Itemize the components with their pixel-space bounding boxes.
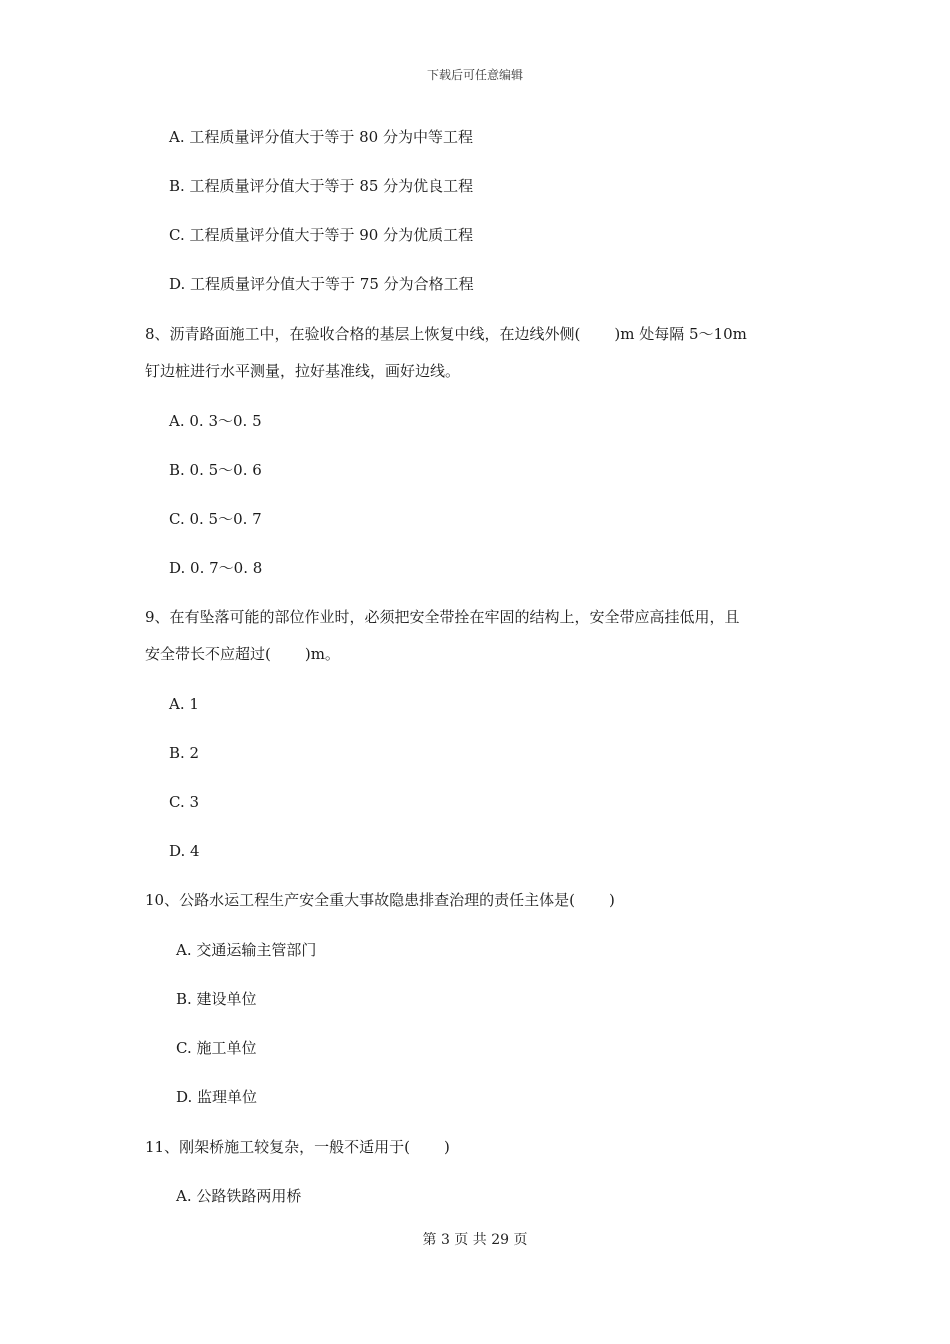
question-8-line-2: 钉边桩进行水平测量，拉好基准线，画好边线。 [145, 362, 461, 380]
option-prev-d: D. 工程质量评分值大于等于 75 分为合格工程 [169, 275, 474, 293]
question-8-line-1 [145, 324, 747, 344]
option-9-a: A. 1 [169, 695, 199, 713]
page-footer: 第 3 页 共 29 页 [422, 1232, 528, 1248]
option-9-d: D. 4 [169, 842, 200, 860]
page-header: 下载后可任意编辑 [426, 68, 523, 82]
question-11-text-pre: 11、刚架桥施工较复杂，一般不适用于( [145, 1138, 410, 1156]
question-9-text-post: )m。 [304, 645, 340, 663]
option-11-a: A. 公路铁路两用桥 [176, 1187, 302, 1205]
question-9-line-2 [145, 644, 340, 664]
option-9-c: C. 3 [169, 793, 200, 811]
question-10-line-1 [145, 890, 615, 910]
option-10-c: C. 施工单位 [176, 1039, 257, 1057]
question-10-text-post: ) [608, 891, 615, 909]
option-8-a: A. 0. 3～0. 5 [169, 412, 262, 430]
question-11-line-1 [145, 1137, 450, 1157]
option-8-c: C. 0. 5～0. 7 [169, 510, 262, 528]
question-9-line-1: 9、在有坠落可能的部位作业时，必须把安全带拴在牢固的结构上，安全带应高挂低用，且 [145, 608, 740, 626]
option-prev-a: A. 工程质量评分值大于等于 80 分为中等工程 [169, 128, 473, 146]
question-10-text-pre: 10、公路水运工程生产安全重大事故隐患排查治理的责任主体是( [145, 891, 575, 909]
question-11-text-post: ) [443, 1138, 450, 1156]
option-9-b: B. 2 [169, 744, 200, 762]
option-8-b: B. 0. 5～0. 6 [169, 461, 262, 479]
question-9-text-pre: 安全带长不应超过( [145, 645, 271, 663]
option-8-d: D. 0. 7～0. 8 [169, 559, 263, 577]
option-10-b: B. 建设单位 [176, 990, 257, 1008]
option-prev-b: B. 工程质量评分值大于等于 85 分为优良工程 [169, 177, 474, 195]
option-10-a: A. 交通运输主管部门 [176, 941, 317, 959]
question-8-text-post: )m 处每隔 5～10m [614, 325, 747, 343]
option-10-d: D. 监理单位 [176, 1088, 258, 1106]
option-prev-c: C. 工程质量评分值大于等于 90 分为优质工程 [169, 226, 474, 244]
question-8-text-pre: 8、沥青路面施工中，在验收合格的基层上恢复中线，在边线外侧( [145, 325, 581, 343]
